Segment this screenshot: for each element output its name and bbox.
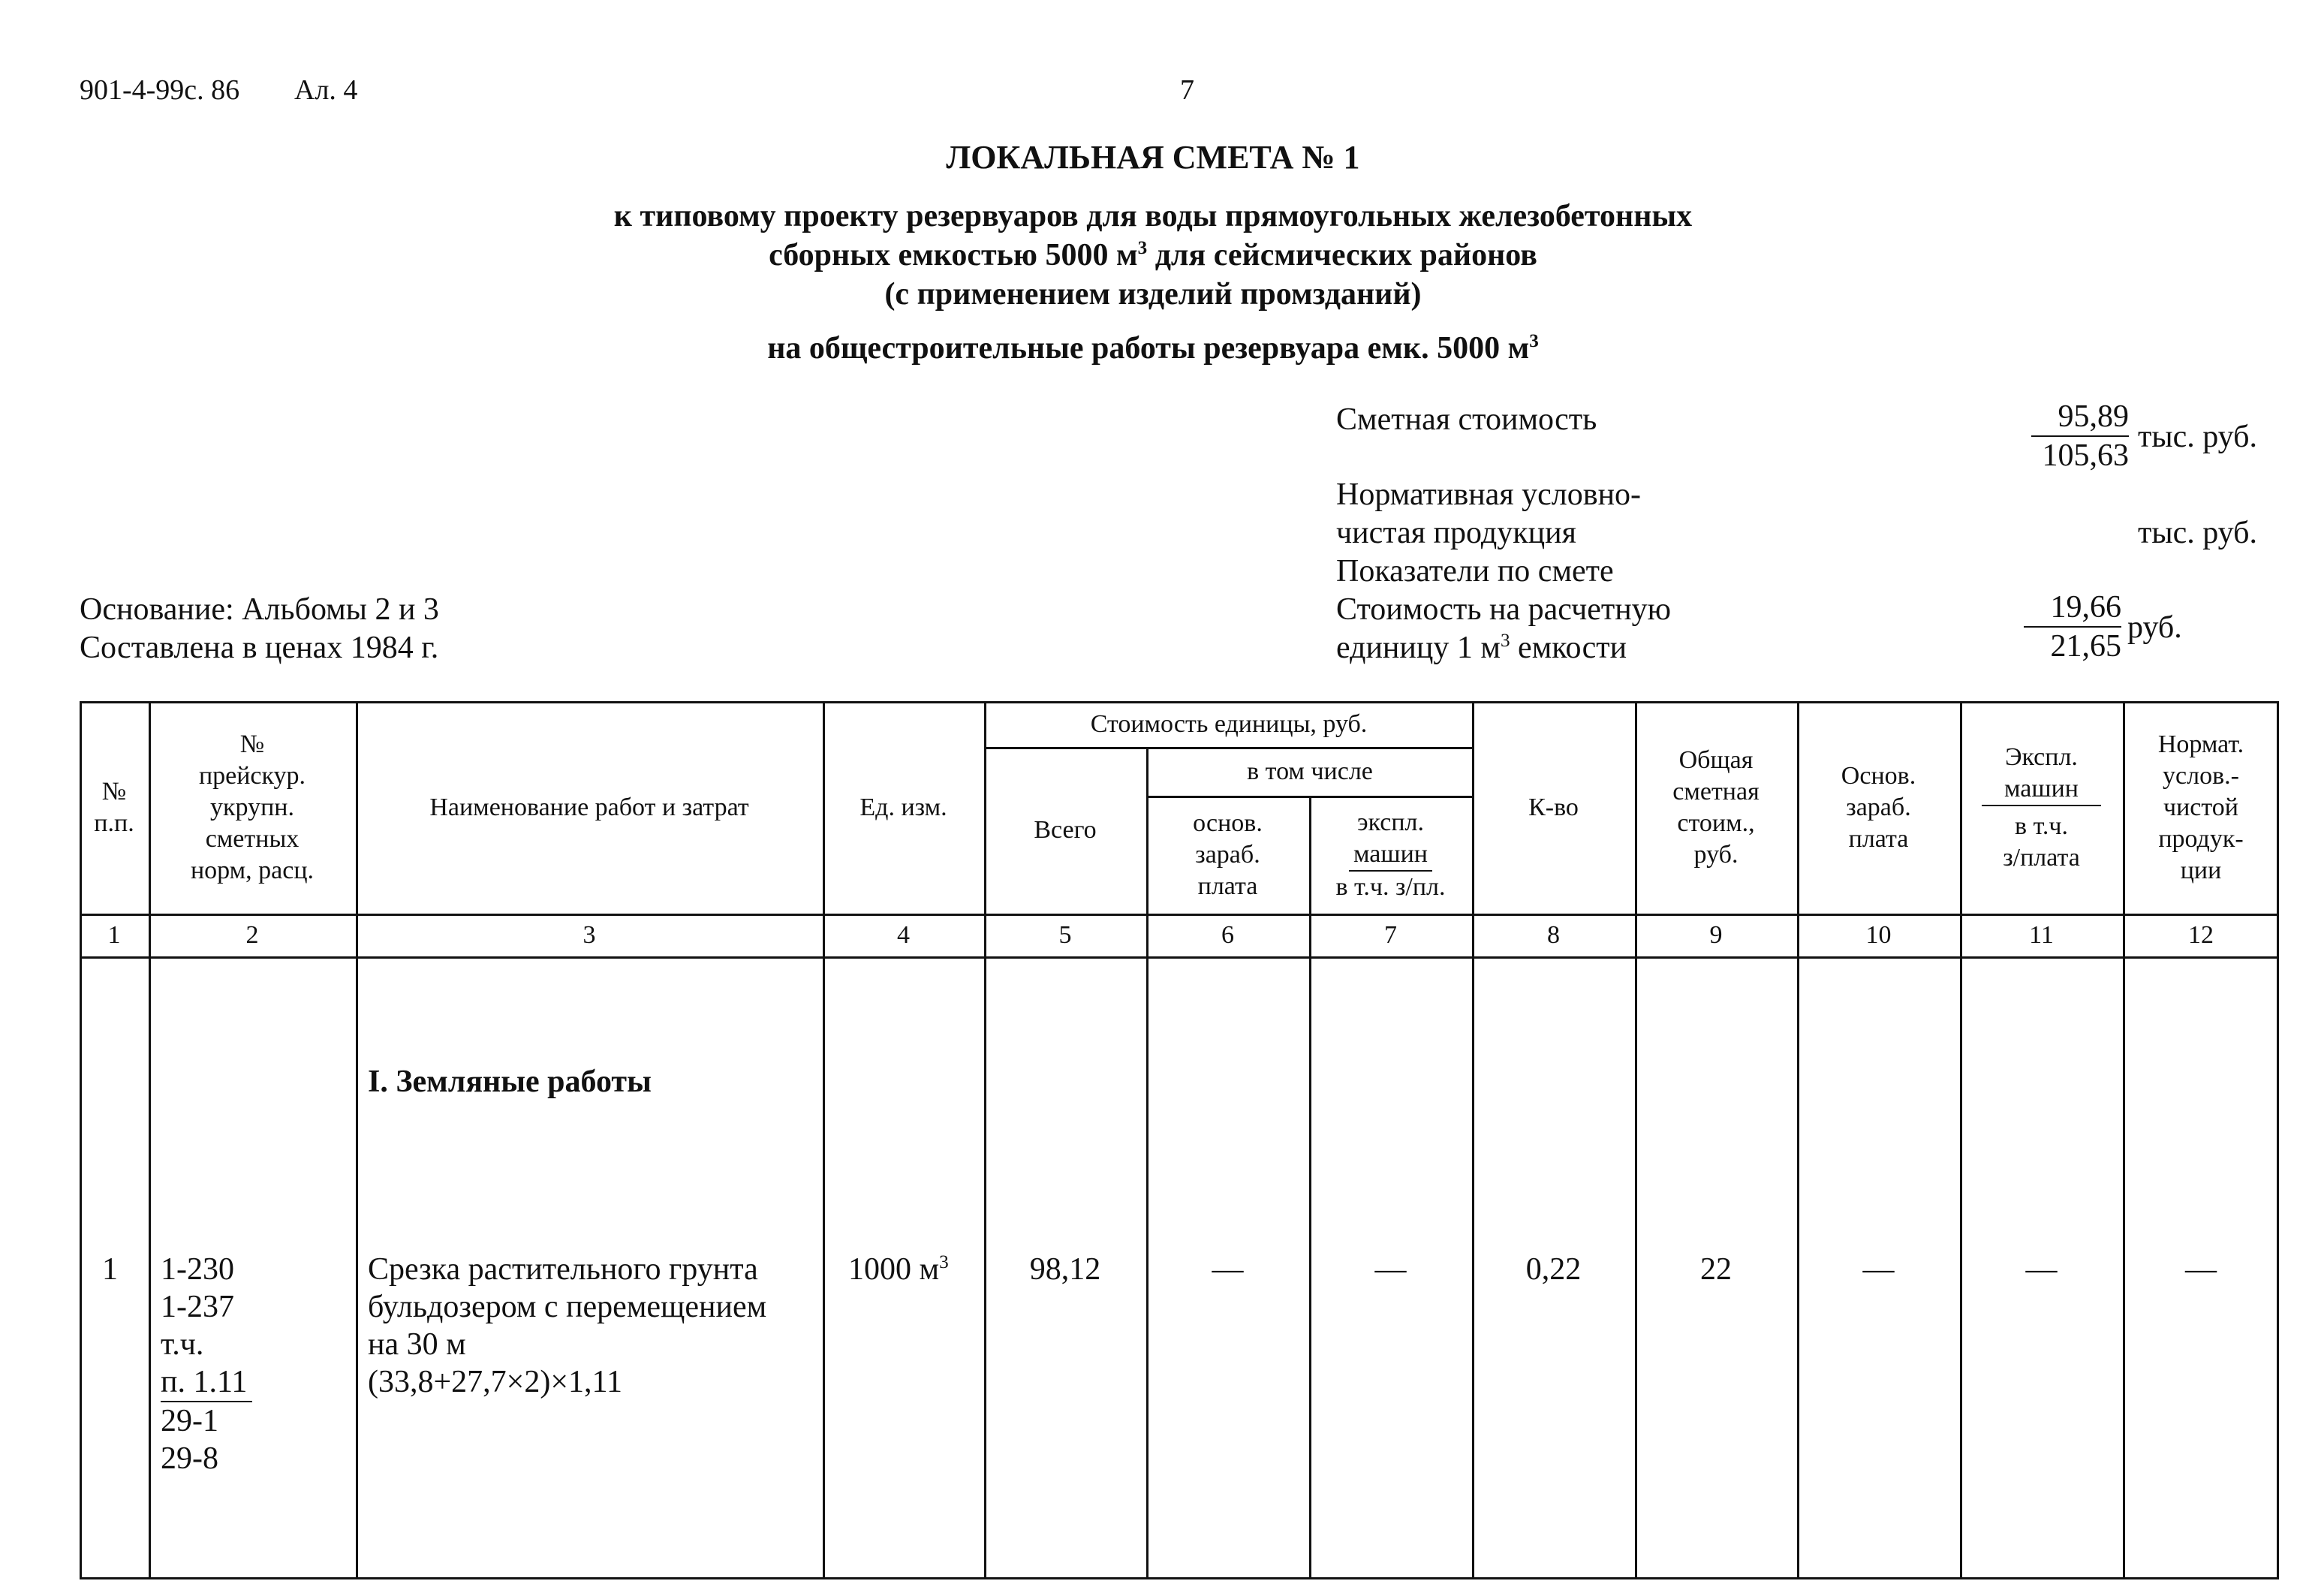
col-number-5: 5 bbox=[1058, 920, 1072, 949]
norm-label-2: чистая продукция bbox=[1336, 516, 1576, 550]
section-title: I. Земляные работы bbox=[368, 1065, 652, 1099]
prices-text: Составлена в ценах 1984 г. bbox=[80, 631, 439, 665]
row1-name: Срезка растительного грунта бульдозером с перемещением на 30 м (33,8+27,7×2)×1,11 bbox=[368, 1252, 767, 1399]
col-number-12: 12 bbox=[2188, 920, 2214, 949]
works-title: на общестроительные работы резервуара емк. 5000 $м^3$ bbox=[767, 331, 1539, 366]
header-col-2: № прейскур. укрупн. сметных норм, расц. bbox=[190, 730, 315, 884]
document-subtitle bbox=[0, 197, 2306, 314]
header-col-6: основ. зараб. плата bbox=[1193, 809, 1263, 900]
basis-text: Основание: Альбомы 2 и 3 bbox=[80, 592, 439, 627]
document-title: ЛОКАЛЬНАЯ СМЕТА № 1 bbox=[946, 139, 1360, 176]
col-number-1: 1 bbox=[107, 920, 121, 949]
indicators-label: Показатели по смете bbox=[1336, 554, 1614, 589]
header-unit-cost-group: Стоимость единицы, руб. bbox=[1090, 709, 1368, 738]
col-number-6: 6 bbox=[1221, 920, 1234, 949]
header-col-5: Всего bbox=[1034, 816, 1097, 844]
estimate-table bbox=[80, 701, 2279, 1579]
unit-cost-denominator: 21,65 bbox=[2050, 629, 2121, 664]
col-number-7: 7 bbox=[1384, 920, 1397, 949]
unit-cost-fraction bbox=[2024, 589, 2121, 665]
row1-machine: — bbox=[1374, 1252, 1407, 1287]
cost-numerator: 95,89 bbox=[2031, 398, 2129, 437]
col-number-2: 2 bbox=[245, 920, 259, 949]
col-number-8: 8 bbox=[1547, 920, 1560, 949]
row1-number: 1 bbox=[102, 1252, 118, 1287]
document-code: 901-4-99с. 86 bbox=[80, 74, 240, 106]
col-number-4: 4 bbox=[897, 920, 910, 949]
header-col-10: Основ. зараб. плата bbox=[1841, 761, 1916, 853]
header-col-9: Общая сметная стоим., руб. bbox=[1672, 745, 1760, 869]
row1-codes: 1-230 1-237 т.ч. п. 1.11 29-1 29-8 bbox=[161, 1251, 348, 1477]
col-number-9: 9 bbox=[1709, 920, 1723, 949]
header-col-11: Экспл. машин в т.ч. з/плата bbox=[1960, 701, 2123, 914]
unit-cost-unit: руб. bbox=[2127, 610, 2182, 645]
subtitle-line-3: (с применением изделий промзданий) bbox=[884, 277, 1422, 312]
norm-unit: тыс. руб. bbox=[2138, 516, 2257, 550]
header-col-4: Ед. изм. bbox=[859, 793, 947, 821]
cost-fraction bbox=[2031, 398, 2129, 474]
cost-denominator: 105,63 bbox=[2042, 438, 2129, 473]
row1-sum: 22 bbox=[1700, 1252, 1732, 1287]
col-number-11: 11 bbox=[2029, 920, 2054, 949]
subtitle-line-2: сборных емкостью 5000 $м^3$ для сейсмических районов bbox=[769, 238, 1537, 273]
row1-total: 98,12 bbox=[1029, 1252, 1101, 1287]
subtitle-line-1: к типовому проекту резервуаров для воды прямоугольных железобетонных bbox=[613, 199, 1693, 233]
header-col-7: экспл. машин в т.ч. з/пл. bbox=[1335, 808, 1446, 901]
row1-col10: — bbox=[1862, 1252, 1895, 1287]
row1-col11: — bbox=[2025, 1252, 2058, 1287]
cost-label: Сметная стоимость bbox=[1336, 402, 1597, 437]
header-incl: в том числе bbox=[1247, 757, 1373, 785]
unit-cost-label-1: Стоимость на расчетную bbox=[1336, 592, 1672, 627]
header-col-1: № п.п. bbox=[94, 777, 134, 837]
cost-unit: тыс. руб. bbox=[2138, 420, 2257, 454]
col-number-3: 3 bbox=[583, 920, 596, 949]
row1-col12: — bbox=[2185, 1252, 2217, 1287]
header-col-3: Наименование работ и затрат bbox=[429, 793, 749, 821]
album-number: Ал. 4 bbox=[294, 74, 358, 106]
norm-label-1: Нормативная условно- bbox=[1336, 477, 1642, 512]
header-col-12: Нормат. услов.- чистой продук- ции bbox=[2157, 730, 2244, 884]
row1-unit: 1000 $м^3$ bbox=[848, 1252, 949, 1287]
col-number-10: 10 bbox=[1865, 920, 1892, 949]
row1-wage: — bbox=[1212, 1252, 1244, 1287]
unit-cost-label-2: единицу 1 $м^3$ емкости bbox=[1336, 631, 1627, 665]
page-number: 7 bbox=[1180, 74, 1194, 106]
row1-qty: 0,22 bbox=[1525, 1252, 1582, 1287]
unit-cost-numerator: 19,66 bbox=[2024, 589, 2121, 628]
header-col-8: К-во bbox=[1528, 793, 1579, 821]
